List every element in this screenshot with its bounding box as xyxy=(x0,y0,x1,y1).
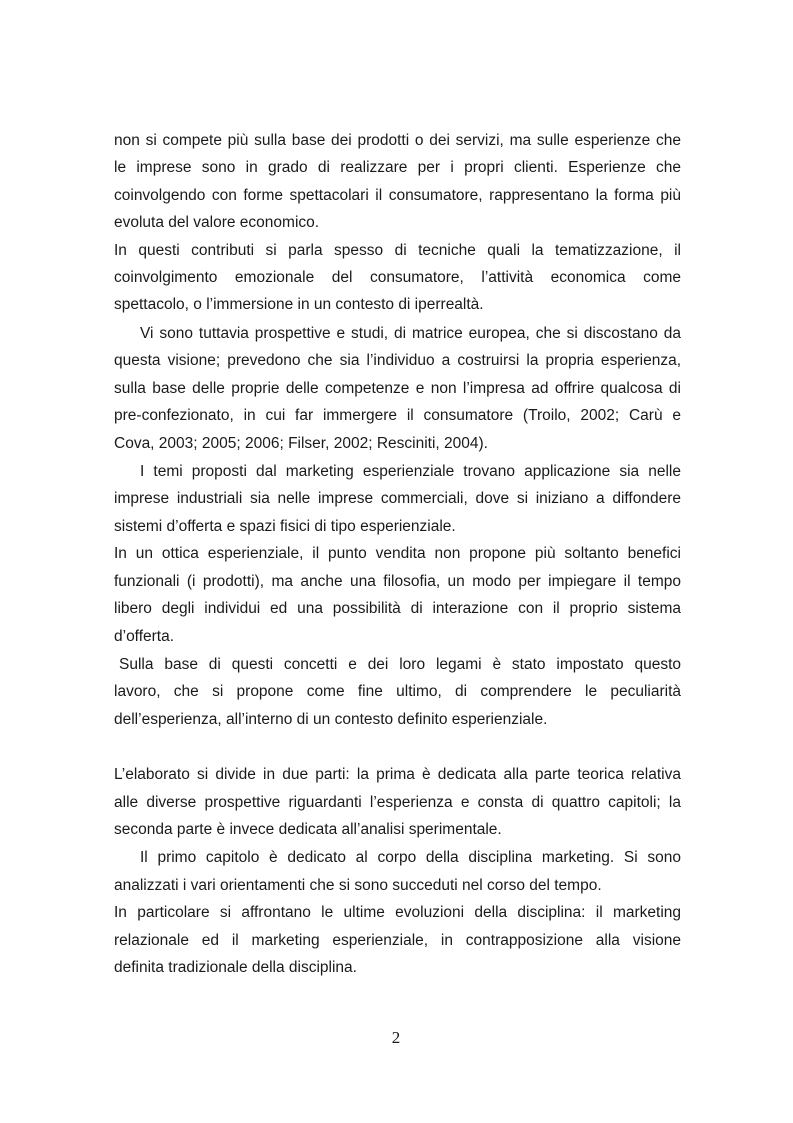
text-line: libero degli individui ed una possibilità di interazione con il proprio sistema xyxy=(114,600,681,617)
text-line: coinvolgimento emozionale del consumatore, l’attività economica come xyxy=(114,269,681,286)
text-line: le imprese sono in grado di realizzare per i propri clienti. Esperienze che xyxy=(114,159,681,176)
text-line: non si compete più sulla base dei prodotti o dei servizi, ma sulle esperienze che xyxy=(114,132,681,149)
text-line: L’elaborato si divide in due parti: la prima è dedicata alla parte teorica relativa xyxy=(114,766,681,783)
text-line: Il primo capitolo è dedicato al corpo della disciplina marketing. Si sono xyxy=(140,849,681,866)
text-line: lavoro, che si propone come fine ultimo, di comprendere le peculiarità xyxy=(114,683,681,700)
text-line: evoluta del valore economico. xyxy=(114,214,320,231)
text-line: sistemi d’offerta e spazi fisici di tipo esperienziale. xyxy=(114,518,456,535)
text-line: pre-confezionato, in cui far immergere il consumatore (Troilo, 2002; Carù e xyxy=(114,407,681,424)
text-line: Vi sono tuttavia prospettive e studi, di matrice europea, che si discostano da xyxy=(140,325,681,342)
text-line: Sulla base di questi concetti e dei loro legami è stato impostato questo xyxy=(119,656,681,673)
text-line: funzionali (i prodotti), ma anche una filosofia, un modo per impiegare il tempo xyxy=(114,573,681,590)
page-number: 2 xyxy=(391,1028,401,1047)
text-line: coinvolgendo con forme spettacolari il consumatore, rappresentano la forma più xyxy=(114,187,681,204)
text-line: In particolare si affrontano le ultime evoluzioni della disciplina: il marketing xyxy=(114,904,681,921)
text-line: imprese industriali sia nelle imprese commerciali, dove si iniziano a diffondere xyxy=(114,490,681,507)
text-line: sulla base delle proprie delle competenze e non l’impresa ad offrire qualcosa di xyxy=(114,380,681,397)
text-line: alle diverse prospettive riguardanti l’esperienza e consta di quattro capitoli; la xyxy=(114,794,681,811)
text-line: I temi proposti dal marketing esperienziale trovano applicazione sia nelle xyxy=(140,463,681,480)
text-line: analizzati i vari orientamenti che si sono succeduti nel corso del tempo. xyxy=(114,877,602,894)
text-line: Cova, 2003; 2005; 2006; Filser, 2002; Resciniti, 2004). xyxy=(114,435,488,452)
text-line: dell’esperienza, all’interno di un contesto definito esperienziale. xyxy=(114,711,548,728)
text-line: In un ottica esperienziale, il punto vendita non propone più soltanto benefici xyxy=(114,545,681,562)
text-line: spettacolo, o l’immersione in un contesto di iperrealtà. xyxy=(114,296,484,313)
text-line: seconda parte è invece dedicata all’analisi sperimentale. xyxy=(114,821,502,838)
text-line: relazionale ed il marketing esperienziale, in contrapposizione alla visione xyxy=(114,932,681,949)
text-line: definita tradizionale della disciplina. xyxy=(114,959,357,976)
text-line: In questi contributi si parla spesso di tecniche quali la tematizzazione, il xyxy=(114,242,681,259)
text-line: questa visione; prevedono che sia l’individuo a costruirsi la propria esperienza, xyxy=(114,352,681,369)
text-line: d’offerta. xyxy=(114,628,175,645)
